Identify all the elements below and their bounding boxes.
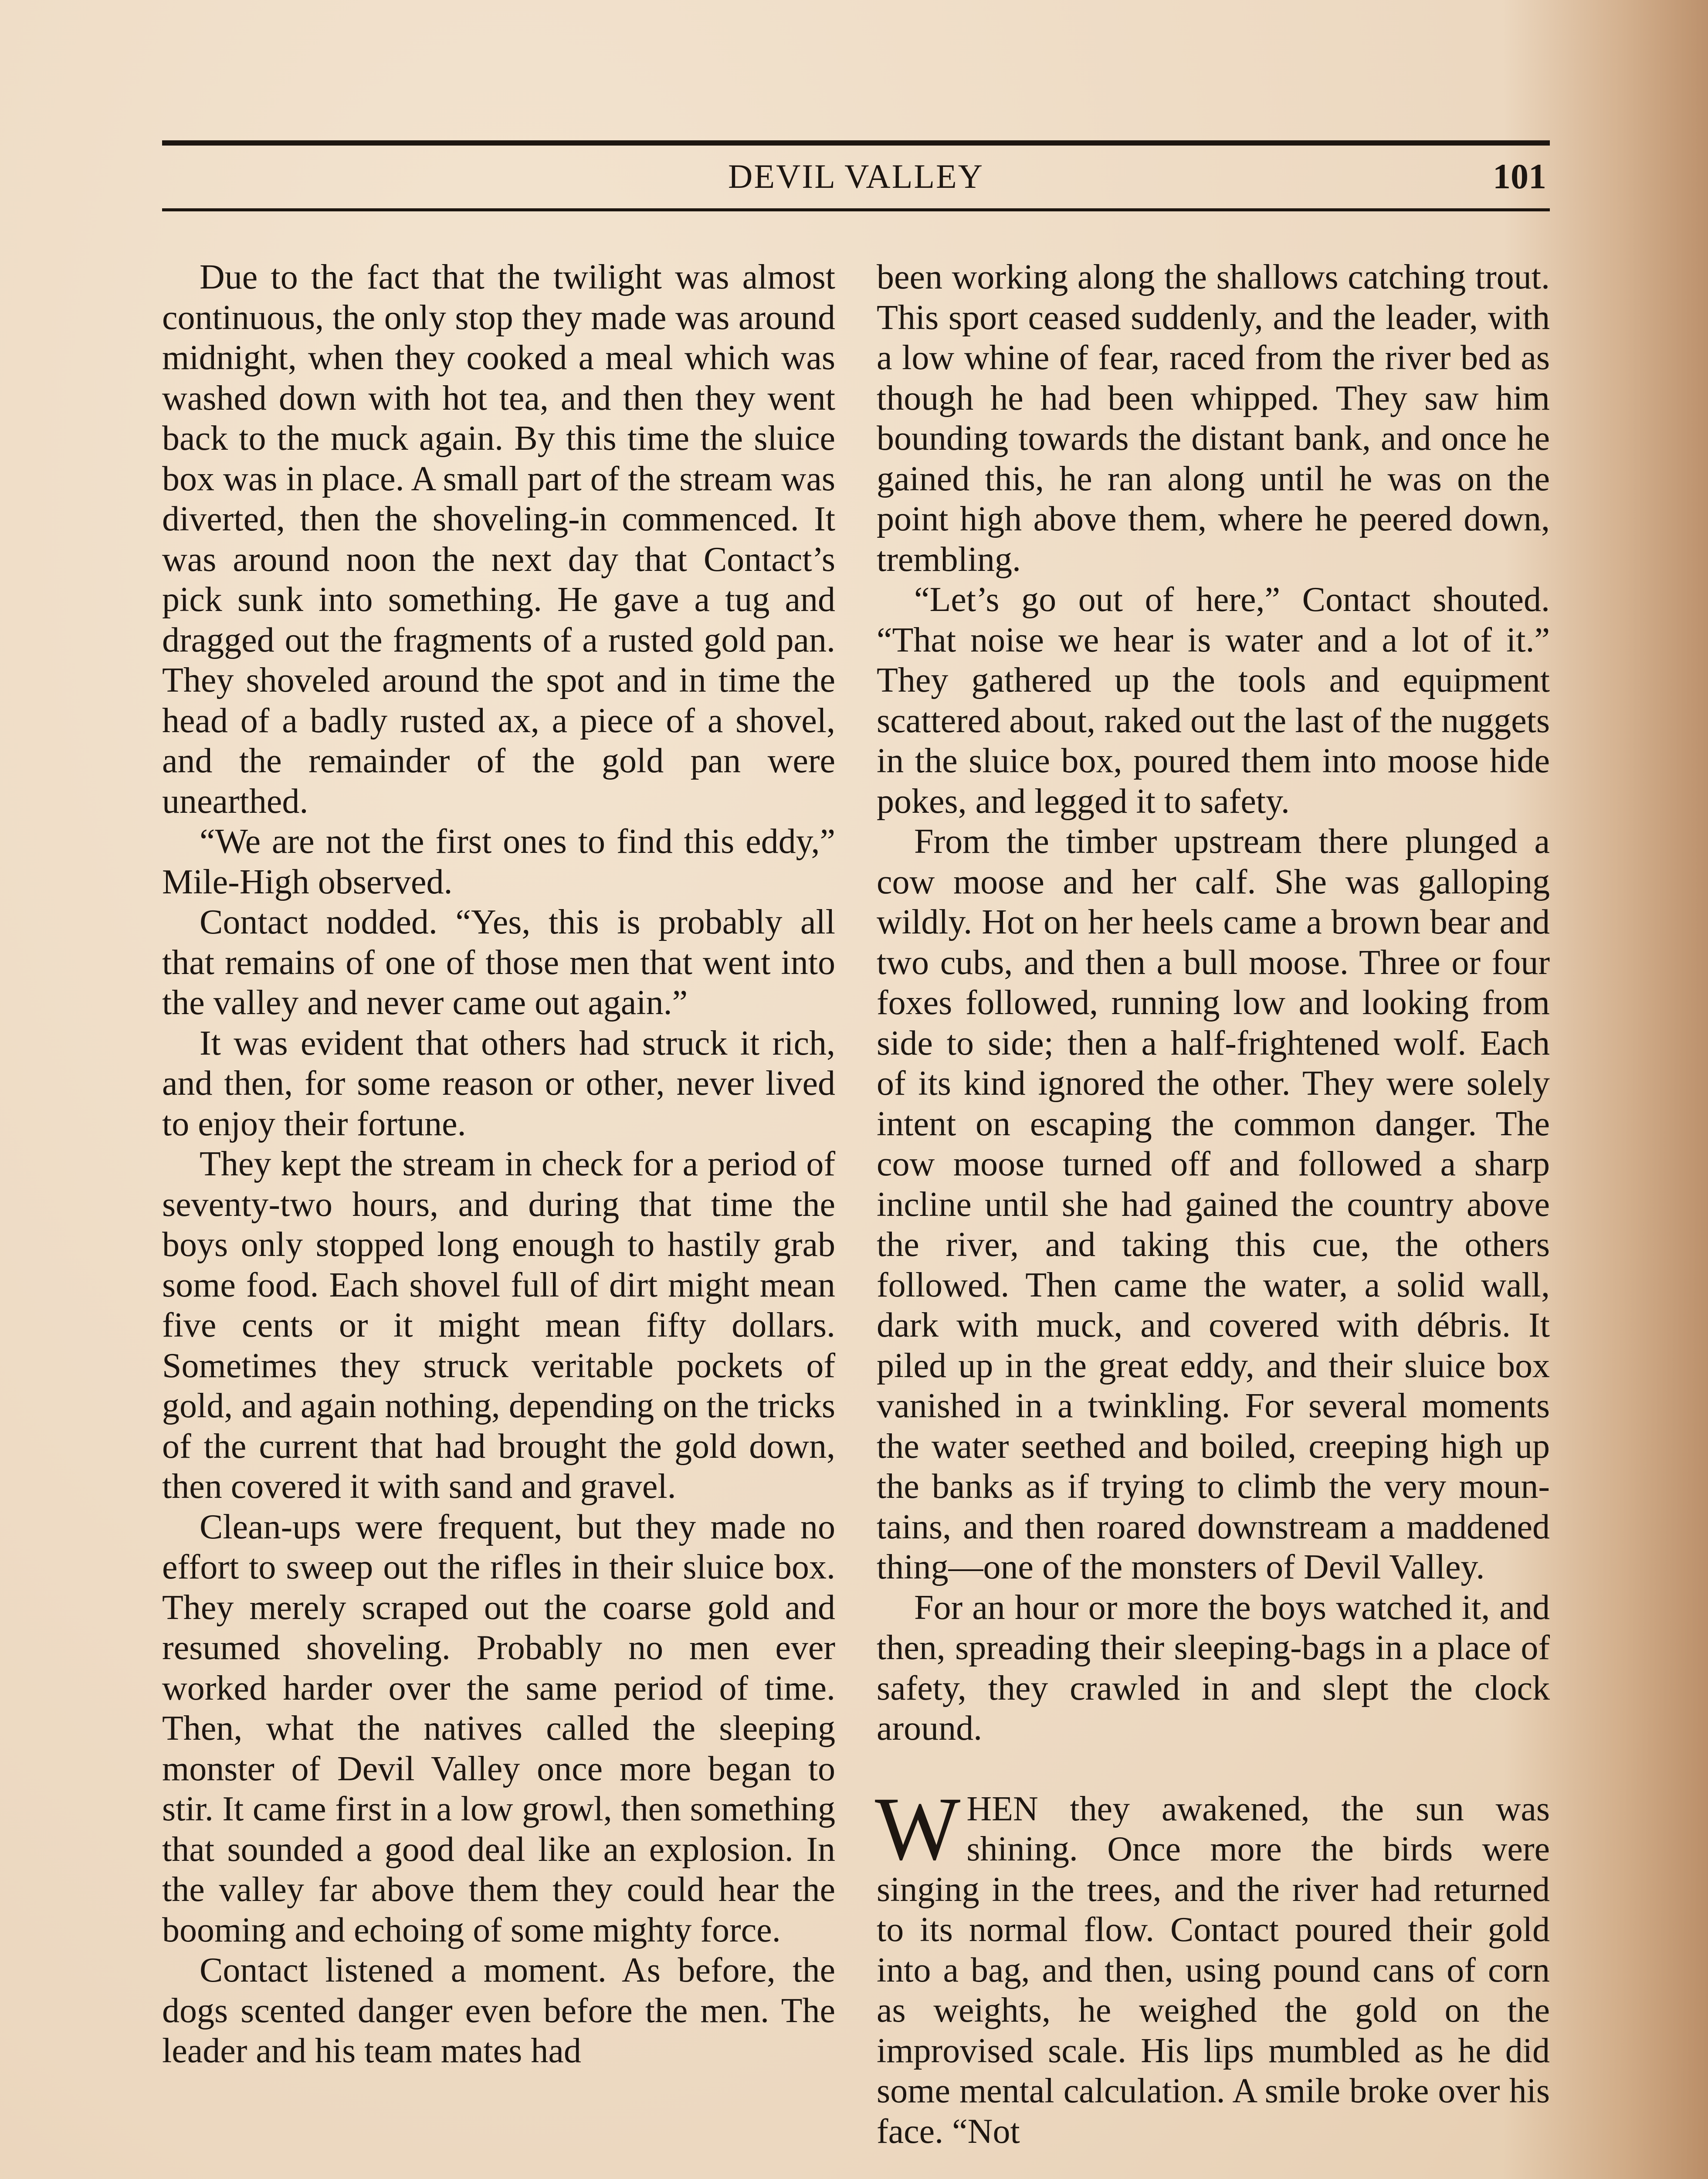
page-number: 101 <box>1493 156 1546 196</box>
paragraph: It was evident that others had struck it rich, and then, for some reason or other, never lived to enjoy their fortune. <box>162 1024 835 1143</box>
section-opening-text: HEN they awakened, the sun was shining. Once more the birds were singing in the trees, and the river had returned to its normal flow. Contact poured their gold into a bag, and then, using pound cans of corn as weights, he weighed the gold on the improvised scale. His lips mumbled as he did some mental calculation. A smile broke over his face. “Not <box>877 1789 1550 2151</box>
drop-cap: W <box>875 1778 961 1879</box>
running-header <box>162 153 1550 200</box>
paragraph: They kept the stream in check for a period of seventy-two hours, and during that time the boys only stopped long enough to hastily grab some food. Each shovel full of dirt might mean five cents or it might mean fifty dollars. Sometimes they struck veritable pockets of gold, and again nothing, depending on the tricks of the current that had brought the gold down, then covered it with sand and gravel. <box>162 1145 835 1506</box>
paragraph: From the timber upstream there plunged a cow moose and her calf. She was galloping wildly. Hot on her heels came a brown bear and two cubs, and then a bull moose. Three or four foxes followed, running low and looking from side to side; then a half-frightened wolf. Each of its kind ignored the other. They were solely intent on escaping the common danger. The cow moose turned off and followed a sharp incline until she had gained the country above the river, and taking this cue, the others followed. Then came the water, a solid wall, dark with muck, and covered with débris. It piled up in the great eddy, and their sluice box vanished in a twinkling. For several moments the water seethed and boiled, creeping high up the banks as if trying to climb the very mountains, and then roared downstream a maddened thing—one of the monsters of Devil Valley. <box>877 822 1550 1586</box>
left-column <box>162 257 835 2071</box>
paragraph: been working along the shallows catching trout. This sport ceased suddenly, and the leader, with a low whine of fear, raced from the river bed as though he had been whipped. They saw him bounding towards the distant bank, and once he gained this, he ran along until he was on the point high above them, where he peered down, trembling. <box>877 258 1550 579</box>
paragraph: Clean-ups were frequent, but they made no effort to sweep out the rifles in their sluice box. They merely scraped out the coarse gold and resumed shoveling. Probably no men ever worked harder over the same period of time. Then, what the natives called the sleeping monster of Devil Valley once more began to stir. It came first in a low growl, then something that sounded a good deal like an explosion. In the valley far above them they could hear the booming and echoing of some mighty force. <box>162 1507 835 1949</box>
paragraph: Contact listened a moment. As before, the dogs scented danger even before the men. The leader and his team mates had <box>162 1951 835 2070</box>
header-rule-bottom <box>162 208 1550 211</box>
section-opening-paragraph <box>875 1778 1550 2152</box>
paragraph: For an hour or more the boys watched it, and then, spreading their sleeping-bags in a place of safety, they crawled in and slept the clock around. <box>877 1588 1550 1748</box>
right-column <box>877 257 1550 2152</box>
running-title: DEVIL VALLEY <box>728 157 984 195</box>
paragraph: Due to the fact that the twilight was almost continuous, the only stop they made was around midnight, when they cooked a meal which was washed down with hot tea, and then they went back to the muck again. By this time the sluice box was in place. A small part of the stream was diverted, then the shoveling-in commenced. It was around noon the next day that Contact’s pick sunk into something. He gave a tug and dragged out the fragments of a rusted gold pan. They shoveled around the spot and in time the head of a badly rusted ax, a piece of a shovel, and the remainder of the gold pan were unearthed. <box>162 258 835 821</box>
paragraph: “Let’s go out of here,” Contact shouted. “That noise we hear is water and a lot of it.” They gathered up the tools and equipment scattered about, raked out the last of the nuggets in the sluice box, poured them into moose hide pokes, and legged it to safety. <box>877 580 1550 821</box>
paragraph: Contact nodded. “Yes, this is probably all that remains of one of those men that went into the valley and never came out again.” <box>162 903 835 1022</box>
paragraph: “We are not the first ones to find this eddy,” Mile-High observed. <box>162 822 835 901</box>
header-rule-top <box>162 140 1550 146</box>
